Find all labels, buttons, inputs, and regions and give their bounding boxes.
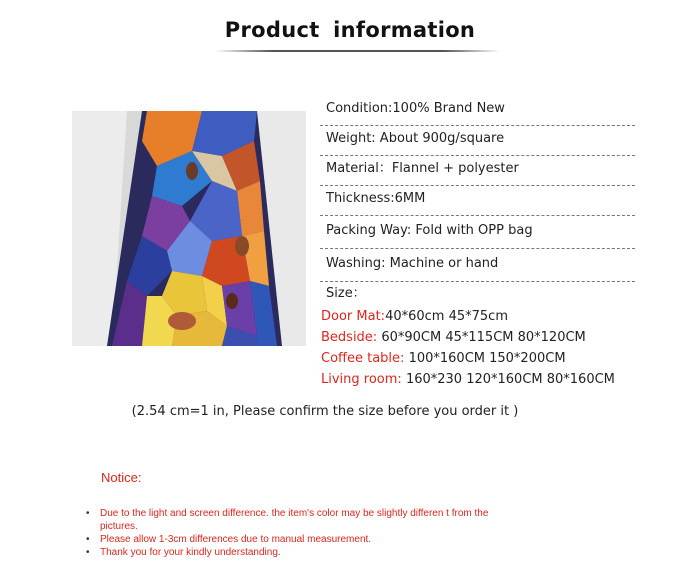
- notice-title: Notice:: [101, 470, 142, 485]
- spec-thickness: Thickness:6MM: [320, 186, 635, 216]
- size-coffee-table: [320, 348, 635, 369]
- size-label: Living room:: [321, 372, 406, 387]
- bullet-icon: •: [86, 534, 90, 545]
- page-title: Product information: [224, 18, 476, 42]
- product-photo: [72, 111, 306, 346]
- mosaic-rug-image: [72, 111, 306, 346]
- notice-list: [86, 507, 506, 559]
- size-conversion-note: (2.54 cm=1 in, Please confirm the size before you order it ): [131, 404, 519, 419]
- list-item: [86, 546, 506, 559]
- size-living-room: [320, 369, 635, 390]
- title-block: [0, 18, 700, 42]
- size-door-mat: [320, 306, 635, 327]
- spec-condition: Condition:100% Brand New: [320, 96, 635, 126]
- spec-washing: Washing: Machine or hand: [320, 249, 635, 282]
- notice-text: Due to the light and screen difference. the item's color may be slightly differen t from the pictures.: [100, 508, 489, 532]
- size-heading: Size：: [326, 286, 366, 301]
- notice-text: Thank you for your kindly understanding.: [100, 547, 281, 558]
- size-label: Bedside:: [321, 330, 382, 345]
- spec-packing: Packing Way: Fold with OPP bag: [320, 216, 635, 249]
- size-value: 60*90CM 45*115CM 80*120CM: [381, 330, 586, 345]
- size-label: Coffee table:: [321, 351, 409, 366]
- spec-weight: Weight: About 900g/square: [320, 126, 635, 156]
- bullet-icon: •: [86, 508, 90, 519]
- size-value: 160*230 120*160CM 80*160CM: [405, 372, 615, 387]
- notice-text: Please allow 1-3cm differences due to manual measurement.: [100, 534, 372, 545]
- bullet-icon: •: [86, 547, 90, 558]
- list-item: [86, 533, 506, 546]
- size-value: 40*60cm 45*75cm: [385, 309, 508, 324]
- size-label: Door Mat:: [321, 309, 386, 324]
- size-bedside: [320, 327, 635, 348]
- title-divider: [215, 50, 500, 52]
- list-item: [86, 507, 506, 533]
- spec-material: Material：Flannel + polyester: [320, 156, 635, 186]
- size-value: 100*160CM 150*200CM: [408, 351, 566, 366]
- spec-list: [320, 96, 635, 390]
